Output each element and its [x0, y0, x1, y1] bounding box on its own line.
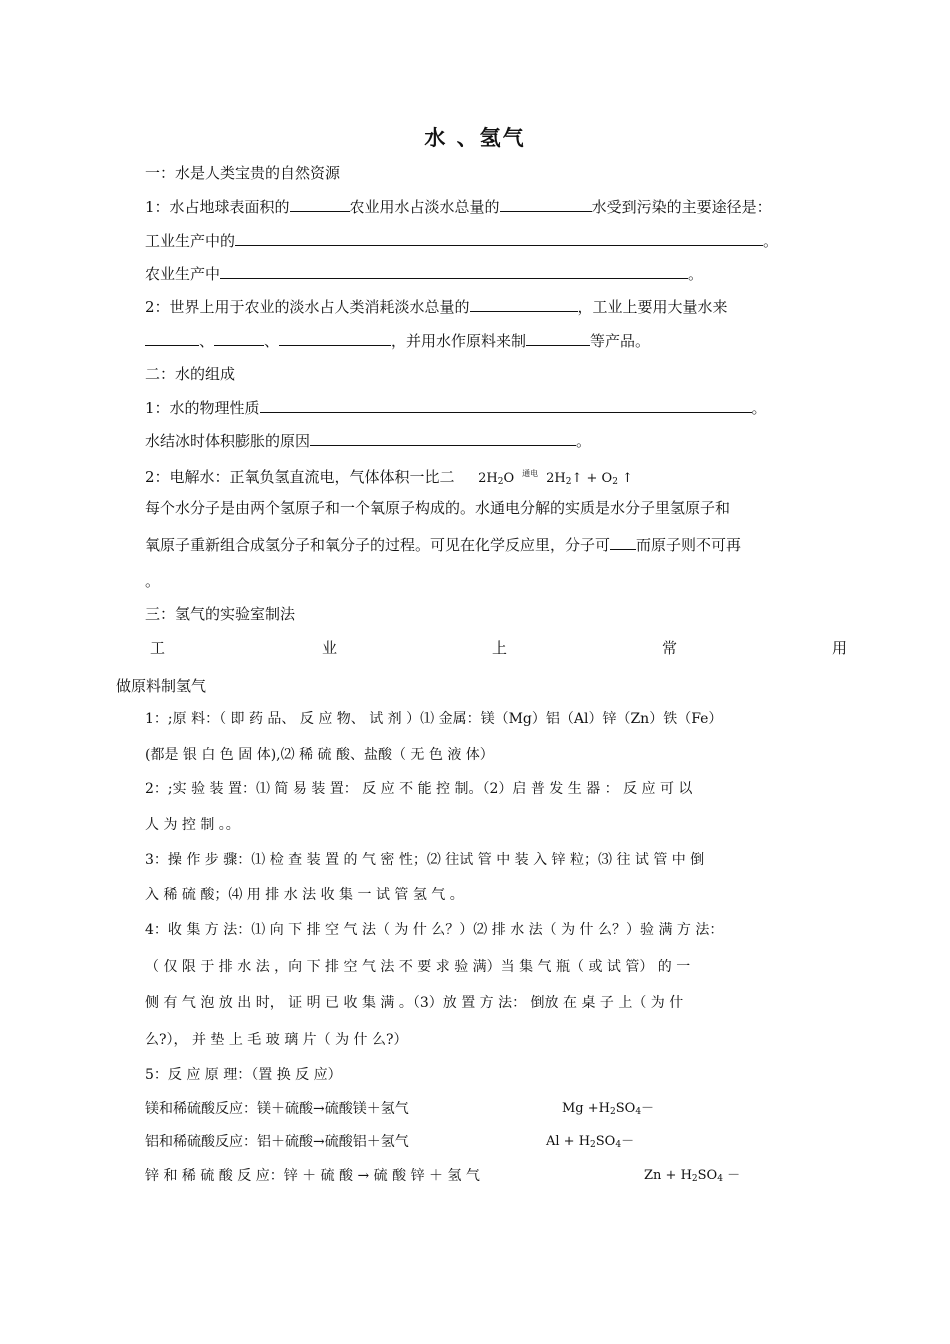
eq-part: SO — [595, 1134, 616, 1149]
s3-row-5: 3：操 作 步 骤：⑴ 检 查 装 置 的 气 密 性；⑵ 往试 管 中 装 入 锌 粒；⑶ 往 试 管 中 倒 — [145, 852, 705, 868]
fill-blank[interactable] — [279, 331, 391, 346]
s3-row-8: （ 仅 限 于 排 水 法 ，向 下 排 空 气 法 不 要 求 验 满）当 集 气 瓶（ 或 试 管） 的 一 — [145, 959, 691, 975]
s2-l1-text-b: 。 — [751, 399, 767, 417]
s1-l5-sep-1: 、 — [199, 332, 215, 350]
fill-blank[interactable] — [470, 297, 578, 312]
eq-part: O — [503, 471, 515, 486]
s3-row-6: 入 稀 硫 酸；⑷ 用 排 水 法 收 集 一 试 管 氢 气 。 — [145, 887, 464, 903]
s3-row-4: 人 为 控 制 。。 — [145, 817, 240, 833]
eq-part: SO — [697, 1168, 718, 1183]
fill-blank[interactable] — [310, 431, 576, 446]
s1-l3-text-b: 。 — [688, 265, 704, 283]
s2-p2-text-a: 氧原子重新组合成氢分子和氧分子的过程。可见在化学反应里，分子可 — [145, 536, 611, 554]
eq-sub: 2 — [497, 477, 504, 487]
eq-sub: 2 — [565, 477, 572, 487]
s1-l3-text-a: 农业生产中 — [145, 265, 221, 283]
eq-part: Zn + H — [644, 1168, 692, 1183]
eq-sub: 2 — [590, 1140, 596, 1150]
eq-part: － — [641, 1101, 655, 1116]
s1-l5-sep-2: 、 — [264, 332, 280, 350]
s1-line-2 — [145, 231, 778, 251]
fill-blank[interactable] — [260, 398, 752, 413]
fill-blank[interactable] — [526, 331, 590, 346]
spread-char-5: 用 — [832, 639, 848, 657]
spread-char-1: 工 — [150, 639, 166, 657]
al-reaction-equation — [546, 1132, 634, 1155]
fill-blank[interactable] — [214, 331, 264, 346]
s2-paragraph-2 — [145, 535, 741, 555]
s3-row-7: 4：收 集 方 法：⑴ 向 下 排 空 气 法（ 为 什 么？）⑵ 排 水 法（ 为 什 么？）验 满 方 法： — [145, 922, 724, 938]
s1-l1-text-b: 农业用水占淡水总量的 — [349, 198, 500, 216]
section-3-heading: 三：氢气的实验室制法 — [145, 605, 296, 623]
eq-part: － — [722, 1168, 741, 1183]
s2-l1-text-a: 1：水的物理性质 — [145, 399, 260, 417]
zn-reaction-equation — [644, 1166, 740, 1189]
spread-char-2: 业 — [322, 639, 338, 657]
eq-sub: 2 — [691, 1174, 698, 1184]
fill-blank[interactable] — [500, 197, 592, 212]
s3-row-1: 1：;原 料：（ 即 药 品、 反 应 物、 试 剂 ）⑴ 金属：镁（Mg）铝（Al）锌（Zn）铁（Fe） — [145, 711, 723, 727]
s1-line-1 — [145, 197, 772, 217]
s3-row-10: 么?）， 并 垫 上 毛 玻 璃 片（ 为 什 么?） — [145, 1032, 408, 1048]
s2-line-3 — [145, 464, 633, 492]
mg-reaction-text: 镁和稀硫酸反应：镁＋硫酸→硫酸镁＋氢气 — [145, 1101, 409, 1117]
eq-sub: 4 — [635, 1107, 642, 1117]
spread-char-3: 上 — [492, 639, 508, 657]
s2-paragraph-3: 。 — [145, 572, 161, 590]
mg-reaction-equation — [562, 1099, 654, 1122]
s1-l2-text-b: 。 — [763, 232, 779, 250]
s1-l5-text-d: 等产品。 — [590, 332, 651, 350]
s2-paragraph-1: 每个水分子是由两个氢原子和一个氧原子构成的。水通电分解的实质是水分子里氢原子和 — [145, 499, 731, 517]
s1-l1-text-c: 水受到污染的主要途径是： — [591, 198, 772, 216]
s2-line-2 — [145, 431, 591, 451]
fill-blank[interactable] — [290, 197, 350, 212]
eq-sub: 4 — [615, 1140, 622, 1150]
eq-sub: 4 — [717, 1174, 723, 1184]
eq-part: － — [621, 1134, 635, 1149]
eq-part: ↑ + O — [571, 471, 613, 486]
s1-line-3 — [145, 264, 703, 284]
eq-part: 2H — [478, 471, 498, 486]
zn-reaction-text: 锌 和 稀 硫 酸 反 应：锌 ＋ 硫 酸 → 硫 酸 锌 ＋ 氢 气 — [145, 1168, 480, 1184]
page-title: 水 、氢气 — [424, 125, 526, 150]
eq-part: 2H — [546, 471, 566, 486]
eq-part: Mg +H — [562, 1101, 610, 1116]
s1-line-4 — [145, 297, 728, 317]
eq-part: Al + H — [546, 1134, 591, 1149]
s3-row-3: 2：;实 验 装 置：⑴ 简 易 装 置： 反 应 不 能 控 制。（2）启 普 发 生 器 ： 反 应 可 以 — [145, 781, 693, 797]
s3-row-2: (都是 银 白 色 固 体),⑵ 稀 硫 酸、盐酸（ 无 色 液 体） — [145, 747, 494, 763]
s2-l3-text-a: 2：电解水：正氧负氢直流电，气体体积一比二 — [145, 468, 455, 486]
eq-sub: 2 — [612, 477, 618, 487]
s2-line-1 — [145, 398, 767, 418]
s1-l5-text-c: ，并用水作原料来制 — [391, 332, 527, 350]
s1-l4-text-b: ，工业上要用大量水来 — [577, 298, 728, 316]
s3-row-9: 侧 有 气 泡 放 出 时， 证 明 已 收 集 满 。（3）放 置 方 法： 倒放 在 桌 子 上（ 为 什 — [145, 995, 684, 1011]
fill-blank[interactable] — [145, 331, 199, 346]
eq-part: ↑ — [617, 471, 633, 486]
spread-char-4: 常 — [662, 639, 678, 657]
s3-row-11: 5：反 应 原 理：（置 换 反 应） — [145, 1067, 342, 1083]
s1-line-5 — [145, 331, 650, 351]
section-2-heading: 二：水的组成 — [145, 365, 236, 383]
eq-sub: 2 — [610, 1107, 616, 1117]
s2-p2-text-b: 而原子则不可再 — [636, 536, 742, 554]
s2-l2-text-b: 。 — [576, 432, 592, 450]
s1-l2-text-a: 工业生产中的 — [145, 232, 236, 250]
al-reaction-text: 铝和稀硫酸反应：铝＋硫酸→硫酸铝＋氢气 — [145, 1134, 409, 1150]
fill-blank[interactable] — [235, 231, 763, 246]
section-1-heading: 一：水是人类宝贵的自然资源 — [145, 164, 341, 182]
s2-l2-text-a: 水结冰时体积膨胀的原因 — [145, 432, 311, 450]
s1-l1-text-a: 1：水占地球表面积的 — [145, 198, 290, 216]
eq-part: SO — [615, 1101, 636, 1116]
electrolysis-equation — [478, 471, 633, 486]
fill-blank[interactable] — [610, 535, 636, 550]
s3-raw-material-line: 做原料制氢气 — [116, 677, 207, 695]
s1-l4-text-a: 2：世界上用于农业的淡水占人类消耗淡水总量的 — [145, 298, 470, 316]
eq-condition: 通电 — [522, 469, 539, 478]
fill-blank[interactable] — [220, 264, 688, 279]
